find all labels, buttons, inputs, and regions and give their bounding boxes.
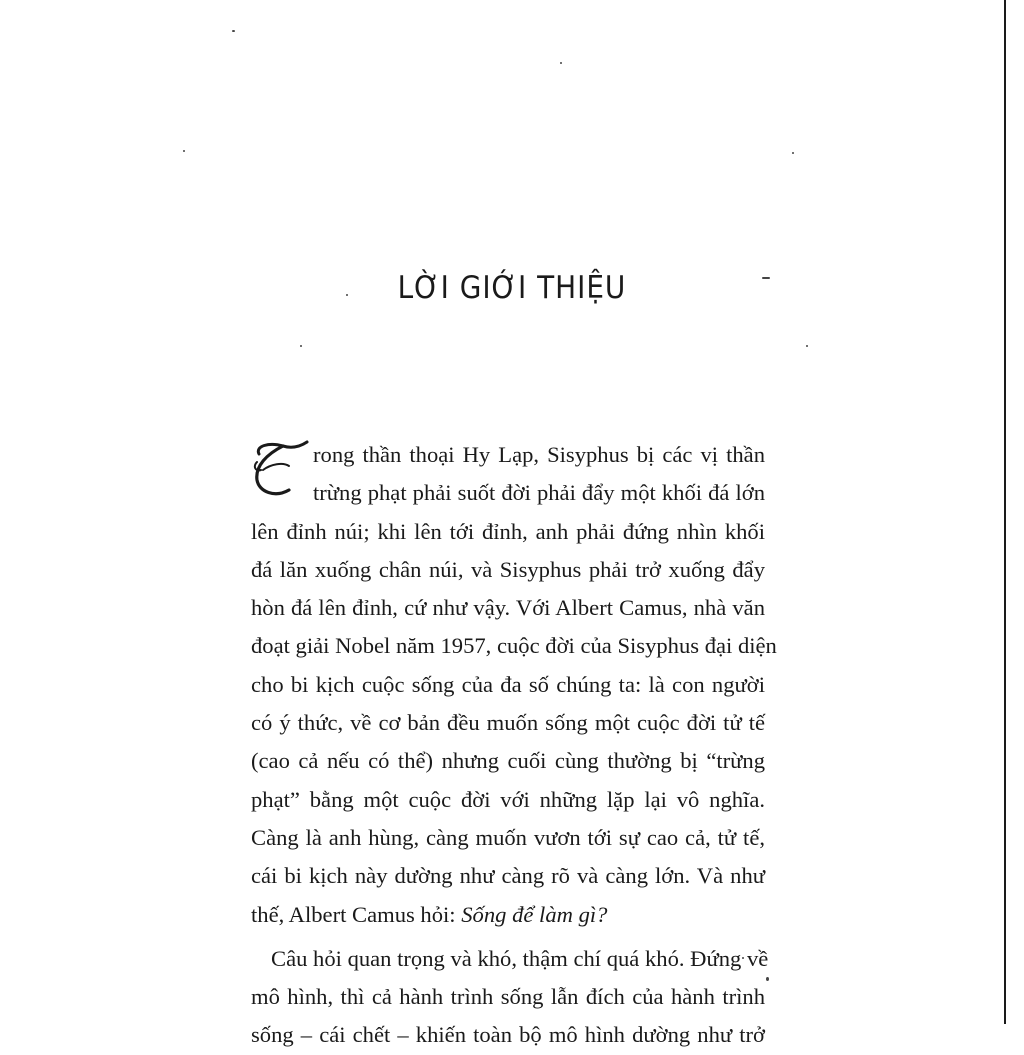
scan-speck xyxy=(232,30,235,32)
paragraph-2 xyxy=(251,940,769,1055)
scan-speck xyxy=(183,150,185,152)
text-line: rong thần thoại Hy Lạp, Sisyphus bị các vị thần xyxy=(313,442,765,467)
text-line-prefix: thế, Albert Camus hỏi: xyxy=(251,901,462,927)
text-line: cái bi kịch này dường như càng rõ và càng lớn. Và như xyxy=(251,863,765,889)
text-line: Câu hỏi quan trọng và khó, thậm chí quá khó. Đứng về xyxy=(271,945,769,971)
text-line: hòn đá lên đỉnh, cứ như vậy. Với Albert Camus, nhà văn xyxy=(251,595,765,621)
scan-speck xyxy=(560,62,562,64)
scan-speck xyxy=(300,345,302,347)
text-line: đá lăn xuống chân núi, và Sisyphus phải trở xuống đẩy xyxy=(251,556,765,582)
text-line: (cao cả nếu có thể) nhưng cuối cùng thường bị “trừng xyxy=(251,748,765,774)
text-line: lên đỉnh núi; khi lên tới đỉnh, anh phải đứng nhìn khối xyxy=(251,518,765,544)
scan-speck xyxy=(806,345,808,347)
text-line: cho bi kịch cuộc sống của đa số chúng ta: là con người xyxy=(251,671,765,697)
text-line: đoạt giải Nobel năm 1957, cuộc đời của Sisyphus đại diện xyxy=(251,633,777,659)
paragraph-1 xyxy=(251,436,777,934)
scan-speck xyxy=(792,152,794,154)
text-line: sống – cái chết – khiến toàn bộ mô hình dường như trở xyxy=(251,1022,765,1048)
page-title: LỜI GIỚI THIỆU xyxy=(397,270,627,306)
page-edge-border xyxy=(1004,0,1006,1024)
body-text xyxy=(251,436,777,1055)
italic-question: Sống để làm gì? xyxy=(461,901,608,927)
text-line: mô hình, thì cả hành trình sống lẫn đích của hành trình xyxy=(251,984,765,1010)
dropcap-t-glyph xyxy=(249,440,311,500)
text-line: có ý thức, về cơ bản đều muốn sống một cuộc đời tử tế xyxy=(251,710,765,736)
text-line: Càng là anh hùng, càng muốn vươn tới sự cao cả, tử tế, xyxy=(251,824,765,850)
text-line: phạt” bằng một cuộc đời với những lặp lại vô nghĩa. xyxy=(251,786,765,812)
text-line-last xyxy=(251,896,765,934)
text-line: trừng phạt phải suốt đời phải đẩy một khối đá lớn xyxy=(313,480,765,506)
